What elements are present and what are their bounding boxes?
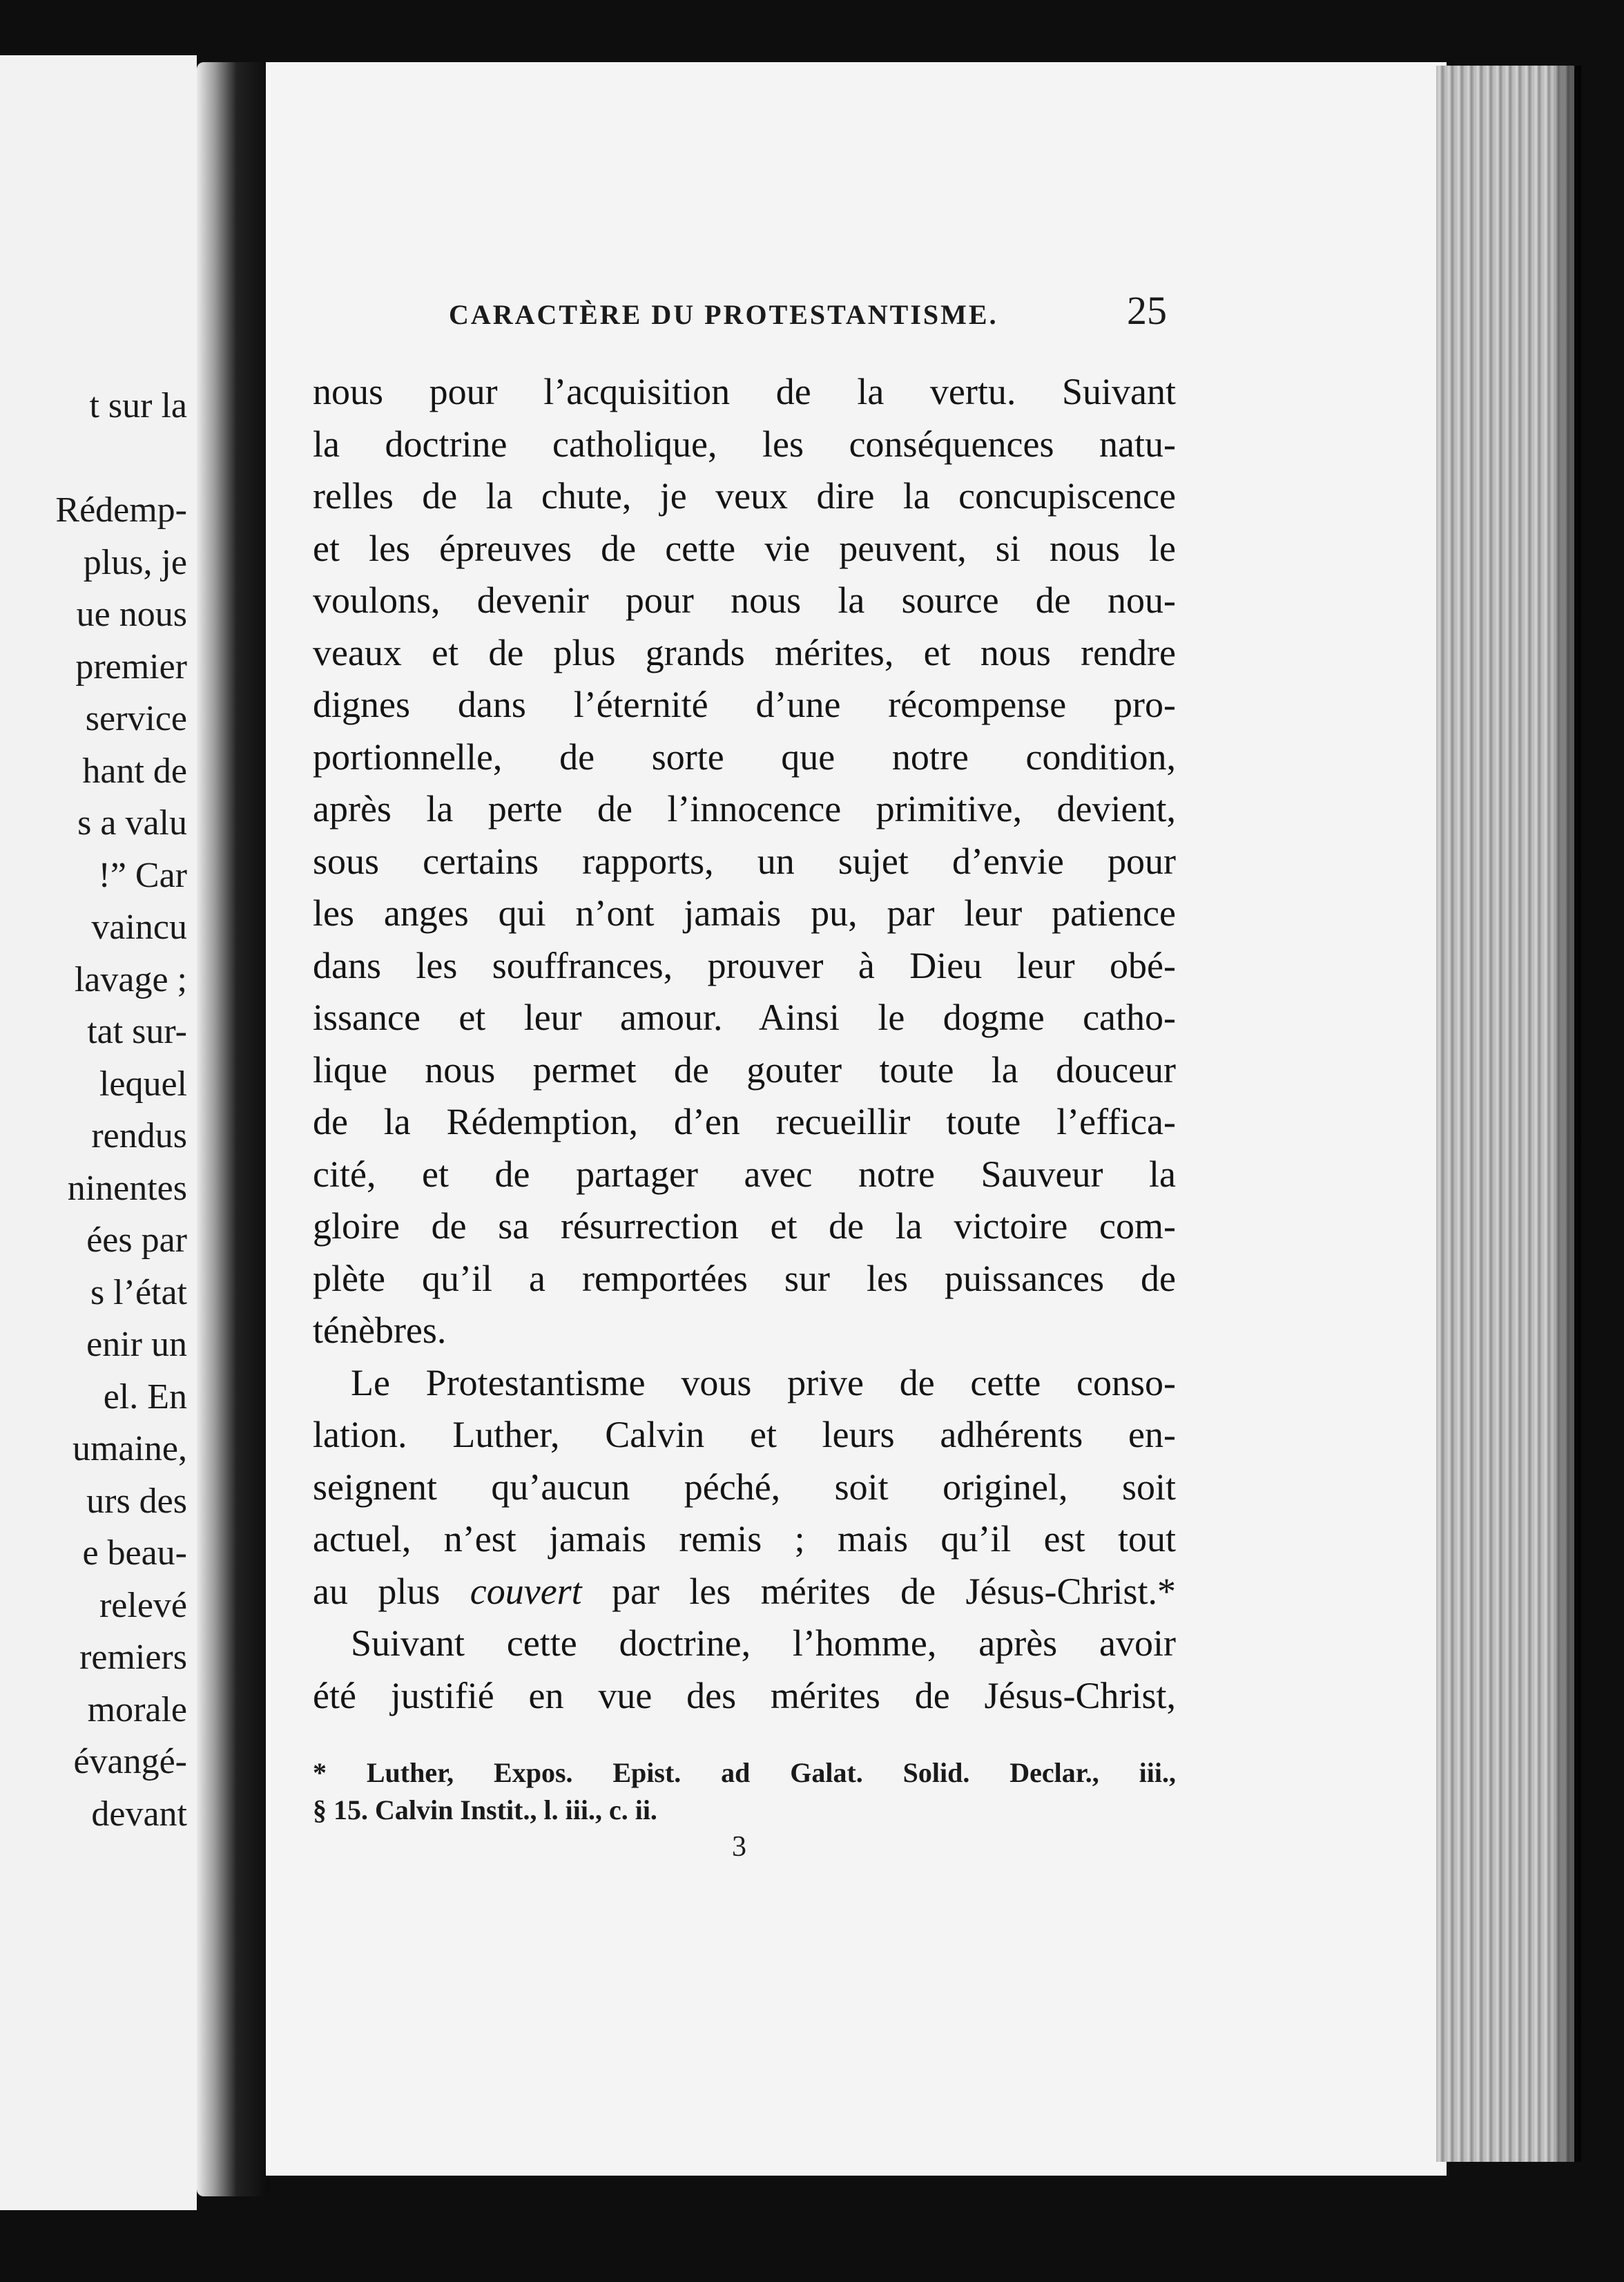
text-line: lation. Luther, Calvin et leurs adhérents en- — [313, 1414, 1176, 1455]
left-page-line: relevé — [99, 1585, 187, 1625]
text-line: cité, et de partager avec notre Sauveur la — [313, 1153, 1176, 1195]
left-page-fragment — [0, 55, 197, 2210]
left-page-line: umaine, — [72, 1429, 187, 1468]
page-number: 25 — [1127, 288, 1167, 333]
left-page-line: évangé- — [73, 1742, 187, 1781]
left-page-line: s l’état — [90, 1272, 187, 1312]
text-line: nous pour l’acquisition de la vertu. Suivant — [313, 371, 1176, 412]
text-line: la doctrine catholique, les conséquences natu- — [313, 423, 1176, 465]
left-page-line: plus, je — [83, 542, 187, 582]
text-line: de la Rédemption, d’en recueillir toute l’effica- — [313, 1101, 1176, 1142]
left-page-line: rendus — [91, 1116, 187, 1156]
text-line: Le Protestantisme vous prive de cette conso- — [351, 1361, 1176, 1403]
left-page-line: urs des — [86, 1481, 187, 1521]
text-line: portionnelle, de sorte que notre condition, — [313, 736, 1176, 778]
left-page-line: ées par — [86, 1220, 187, 1260]
text-fragment: au plus — [313, 1570, 441, 1612]
text-line: Suivant cette doctrine, l’homme, après avoir — [351, 1622, 1176, 1664]
running-head: CARACTÈRE DU PROTESTANTISME. — [449, 299, 998, 330]
left-page-line: el. En — [103, 1377, 187, 1417]
left-page-line: enir un — [86, 1325, 187, 1364]
text-line: relles de la chute, je veux dire la concupiscence — [313, 475, 1176, 517]
text-line: lique nous permet de gouter toute la douceur — [313, 1048, 1176, 1091]
text-line: dignes dans l’éternité d’une récompense pro- — [313, 684, 1176, 725]
text-line: et les épreuves de cette vie peuvent, si nous le — [313, 527, 1176, 569]
left-page-line: lavage ; — [74, 959, 187, 999]
left-page-line: s a valu — [77, 803, 187, 843]
left-page-text — [4, 380, 187, 1989]
fore-edge-shadow — [1554, 66, 1581, 2162]
text-line: veaux et de plus grands mérites, et nous rendre — [313, 631, 1176, 673]
footnote — [313, 1754, 1176, 1829]
left-page-line: service — [85, 699, 187, 738]
left-page-line: lequel — [99, 1064, 187, 1104]
text-line: dans les souffrances, prouver à Dieu leur obé- — [313, 944, 1176, 986]
signature-mark: 3 — [732, 1831, 746, 1863]
left-page-line: morale — [87, 1689, 187, 1729]
text-line: seignent qu’aucun péché, soit originel, soit — [313, 1466, 1176, 1508]
text-line-with-italic — [313, 1566, 1176, 1618]
left-page-line: Rédemp- — [55, 490, 187, 530]
left-page-line: vaincu — [91, 908, 187, 947]
text-line: gloire de sa résurrection et de la victoire com- — [313, 1205, 1176, 1247]
left-page-line: e beau- — [82, 1533, 187, 1573]
text-line: été justifié en vue des mérites de Jésus-Christ, — [313, 1674, 1176, 1716]
text-line: les anges qui n’ont jamais pu, par leur patience — [313, 892, 1176, 934]
text-line: ténèbres. — [313, 1310, 447, 1351]
left-page-line: premier — [75, 646, 187, 687]
left-page-line: devant — [91, 1794, 187, 1834]
text-line: plète qu’il a remportées sur les puissances de — [313, 1257, 1176, 1299]
text-line: issance et leur amour. Ainsi le dogme catho- — [313, 997, 1176, 1038]
left-page-line: !” Car — [98, 855, 187, 895]
left-page-line — [4, 432, 187, 485]
left-page-line: ninentes — [67, 1168, 187, 1208]
text-line: après la perte de l’innocence primitive, devient, — [313, 788, 1176, 830]
italic-word: couvert — [470, 1570, 582, 1612]
book-gutter — [197, 62, 269, 2196]
body-text — [313, 366, 1176, 1722]
text-line: sous certains rapports, un sujet d’envie pour — [313, 840, 1176, 882]
page-header — [449, 288, 1167, 334]
left-page-line: hant de — [82, 751, 187, 791]
text-line: voulons, devenir pour nous la source de nou- — [313, 579, 1176, 621]
left-page-line: t sur la — [89, 386, 187, 425]
footnote-line: * Luther, Expos. Epist. ad Galat. Solid. Declar., iii., — [313, 1757, 1176, 1788]
left-page-line: remiers — [79, 1638, 187, 1677]
left-page-line: ue nous — [76, 595, 187, 634]
text-line: actuel, n’est jamais remis ; mais qu’il est tout — [313, 1518, 1176, 1560]
left-page-line: tat sur- — [87, 1012, 187, 1051]
footnote-line: § 15. Calvin Instit., l. iii., c. ii. — [313, 1794, 657, 1825]
text-fragment: par les mérites de Jésus-Christ.* — [612, 1570, 1176, 1612]
